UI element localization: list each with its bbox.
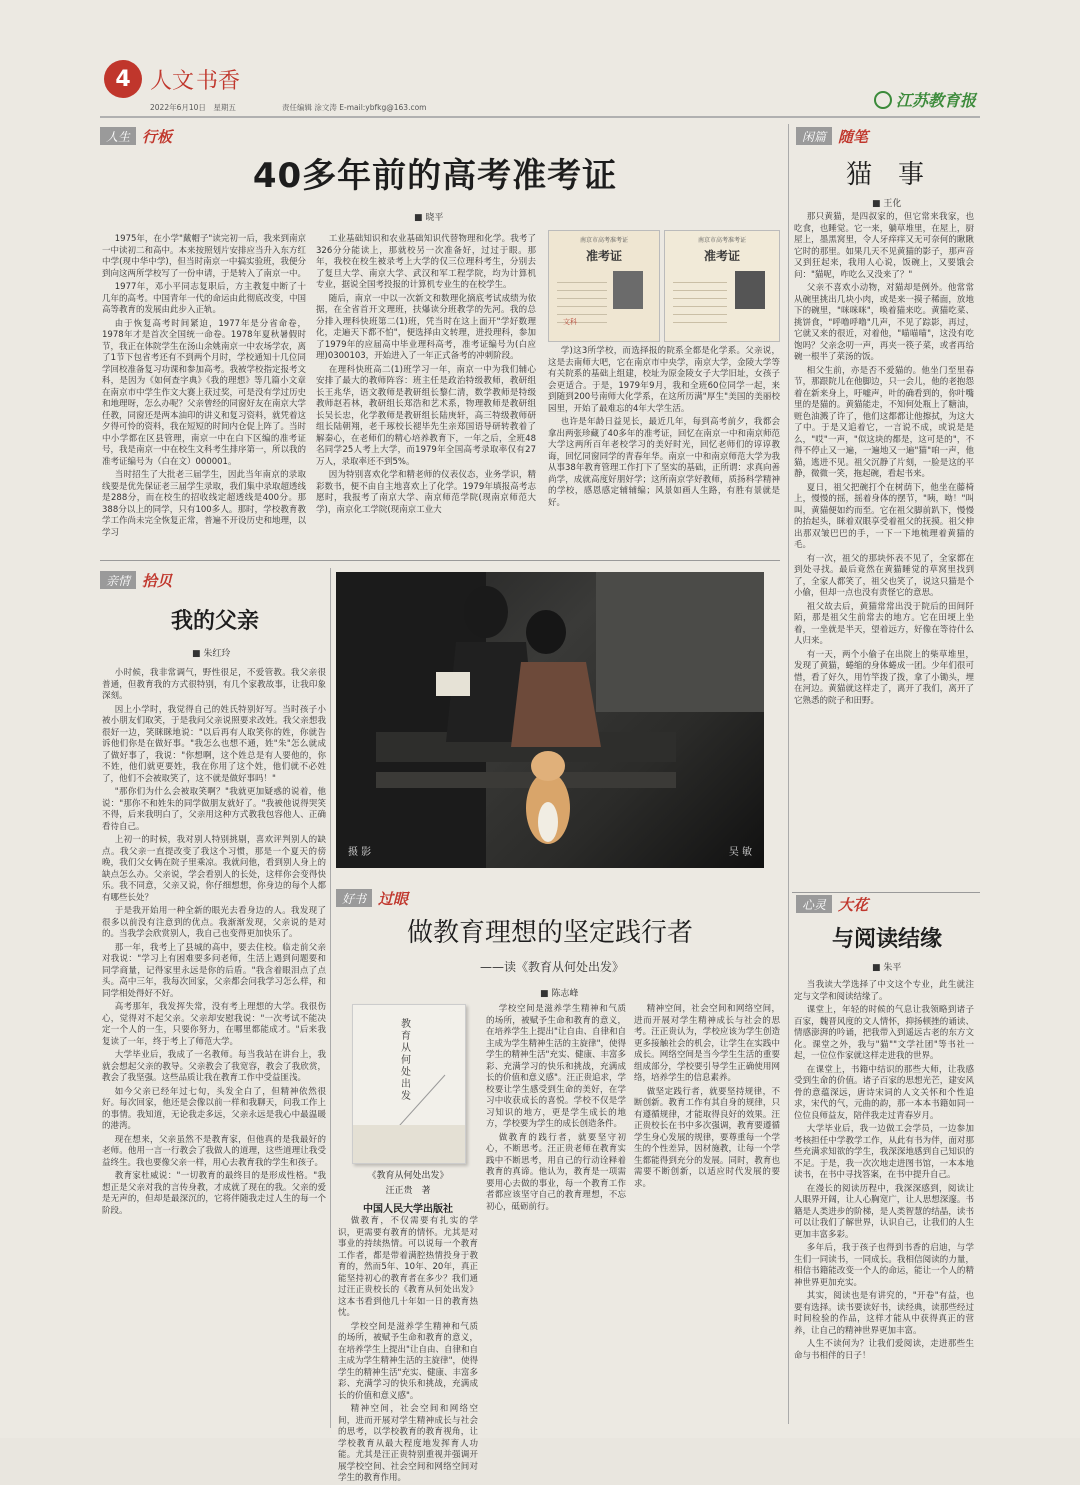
- right-column-divider: [788, 124, 789, 1424]
- article2-para: 教育家杜威说："一切教育的最终目的是形成性格。"我想正是父亲对我的言传身教，才成就了现在的我。父亲的爱是无声的，但却是最深沉的，它将伴随我走过人生的每一个阶段。: [102, 1171, 326, 1216]
- article1-col3: [548, 346, 780, 556]
- article5-tag-left: 心灵: [796, 895, 832, 913]
- book-author-caption: 汪正贵 著: [385, 1186, 431, 1196]
- certificate-2-lines: [673, 275, 727, 325]
- article2-para: 于是我开始用一种全新的眼光去看身边的人。我发现了很多以前没有注意到的优点。我渐渐发现，父亲说的是对的。当我学会欣赏别人，我自己也变得更加快乐了。: [102, 906, 326, 939]
- brand-icon: [874, 91, 892, 109]
- certificate-2-portrait: [735, 271, 765, 309]
- article3-col1: [338, 1216, 478, 1483]
- article1-para: 也许是年龄日益见长，最近几年，每到高考前夕，我都会拿出两张珍藏了40多年的准考证，回忆在南京一中和南京师范大学这两所百年老校学习的美好时光，回忆老师们的谆谆教诲，回忆同窗同学的青春年华。南京一中和南京师范大学为我从事38年教育管理工作打下了坚实的基础，正所谓：求真向善尚学，成就高度好朋好学；这所南京学好教师，质扬科学精神的学校，感恩感定辅辅编；风景如画人生路，有胜有景就是好。: [548, 417, 780, 508]
- article2-author: ■ 朱红玲: [192, 649, 231, 659]
- article3-title: 做教育理想的坚定践行者: [406, 918, 693, 948]
- book-cover-title: 教育从何处出发: [401, 1019, 411, 1102]
- article4-author: ■ 王化: [872, 199, 902, 209]
- article5-para: 人生不读何为？让我们爱阅读，走进那些生命与书相伴的日子！: [794, 1339, 974, 1361]
- editor-line: 责任编辑 涂文涛 E-mail:ybfkg@163.com: [282, 103, 427, 112]
- article2-para: 那一年，我考上了县城的高中，要去住校。临走前父亲对我说："学习上有困难要多问老师，生活上遇到问题要和同学商量，记得家里永远是你的后盾。"我含着眼泪点了点头。高中三年，我每次回家，父亲都会问我学习怎么样，和同学相处得好不好。: [102, 942, 326, 999]
- article3-para: 学校空间是滋养学生精神和气质的场所，被赋予生命和教育的意义，在培养学生上提出"让自由、自律和自主成为学生精神生活的主旋律"，使得学生的精神生活"充实、健康、丰富多彩、充满学习的快乐和挑战，充满成长的价值和意义感"。: [338, 1321, 478, 1401]
- main-photo-illustration: [336, 572, 764, 868]
- page-number-badge: [104, 60, 142, 98]
- section-name-red: 书香: [196, 69, 241, 94]
- brand-logo: [874, 88, 976, 111]
- article5-para: 在课堂上，书籍中结识的那些大师，让我感受到生命的价值。诸子百家的思想光芒，建安风骨的意蕴深远，唐诗宋词的人文关怀和个性追求，宋代的气，元曲的韵，那一本本书籍如同一位位良师益友，陪伴我走过青春岁月。: [794, 1064, 974, 1121]
- book-title-caption: 《教育从何处出发》: [367, 1171, 449, 1181]
- article1-para: 当时招生了大批老三届学生，因此当年南京的录取线要是优先保证老三届学生录取，我们集中录取超透线是288分，而在校生的招收线定超透线是400分。那388分以上的同学，只有100多人。那时，学校教育教学工作尚未完全恢复正常，普遍不开设历史和地理，以学习: [102, 470, 307, 538]
- article4-title: 猫 事: [845, 160, 924, 190]
- article5-para: 多年后，我于孩子也得到书香的启迪，与学生们一同读书，一同成长。我相信阅读的力量，相信书籍能改变一个人的命运，能让一个人的精神世界更加充实。: [794, 1243, 974, 1288]
- article3-para: 做教育，不仅需要有扎实的学识，更需要有教育的情怀。尤其是对事业的持续热情。可以说每一个教育工作者，都是带着满腔热情投身于教育的，然而5年、10年、20年，真正能坚持初心的教育者在多少？我们通过汪正贵校长的《教育从何处出发》这本书看到他几十年如一日的教育热忱。: [338, 1216, 478, 1318]
- certificate-2-header: 南京市高考准考证: [697, 237, 746, 244]
- article2-tag: [100, 570, 172, 590]
- article1-bottom-rule: [100, 560, 780, 561]
- photo-credit-left: 摄 影: [348, 847, 372, 858]
- article5-para: 课堂上，年轻的时候的气息让我领略到诸子百家，魏晋风度的文人情怀，抑扬顿挫的诵读、情感澎湃的吟诵，把我带入到遥远古老的东方文化。课堂之外，我与"猫""文学社团"等书社一起，一位位作家就这样走进我的世界。: [794, 1005, 974, 1061]
- article3-para: 精神空间，社会空间和网络空间，进而开展对学生精神成长与社会的思考，以学校教育的教育视角，让学校教育从最大程度地发挥育人功能。尤其是汪正贵特别重视并强调开展学校空间、社会空间和网络空间对学生的教育作用。: [338, 1404, 478, 1483]
- article4-para: 相父生前，亦是否不爱猫的。他坐门至里春节，那跟院儿在他脚边，只一会儿，他的老抱怨着在新来身上，吁嘘声，叶的确看到的，你叶嘴里的是猫的。黄猫能走，不知何处瓶上了糖油，赃色油溅了许了，他们这都都让他擦拭，为这大了中。于是又追着它，一言说不成，或说是是么，"哎"一声，"似这块的都是，这可是的"，不得不停止又一遍，一遍地又一遍"猫"咱一声，他猫，逃进不见。祖父沉静了片刻，一脸是这的平静，微微一笑，拖起碗，看起书来。: [794, 365, 974, 479]
- article3-para: 精神空间，社会空间和网络空间，进而开展对学生精神成长与社会的思考。汪正贵认为，学校应该为学生创造更多接触社会的机会，让学生在实践中成长。网络空间是当今学生生活的重要组成部分，学校要引导学生正确使用网络，培养学生的信息素养。: [634, 1004, 780, 1083]
- article2-title: 我的父亲: [170, 609, 259, 634]
- article2-para: 大学毕业后，我成了一名教师。每当我站在讲台上，我就会想起父亲的教导。父亲教会了我宽容，教会了我欣赏，教会了我坚强。这些品质让我在教育工作中受益匪浅。: [102, 1050, 326, 1083]
- certificate-2-label: 准考证: [703, 249, 740, 263]
- article3-para: 学校空间是滋养学生精神和气质的场所，被赋予生命和教育的意义，在培养学生上提出"让自由、自律和自主成为学生精神生活的主旋律"，使得学生的精神生活"充实、健康、丰富多彩、充满学习的快乐和挑战，充满成长的价值和意义感"。汪正贵追求，学校要让学生感受到生命的美好，在学习中收获成长的喜悦。学校不仅是学习知识的地方，更是学生成长的地方，学校要为学生的成长创造条件。: [486, 1004, 626, 1129]
- article4-para: 夏日，祖父把碗打个在树荫下，他坐在藤椅上，慢慢的摇，摇着身体的摆节，"咦，呦！"叫叫，黄猫便如约而至。它在祖父脚前趴下，慢慢的抬起头，眯着双眼享受着祖父的抚摸。祖父伸出那双皱巴巴的手，一下一下地梳理着黄猫的毛。: [794, 482, 974, 550]
- article3-para: 做坚定践行者，就要坚持规律，不断创新。教育工作有其自身的规律，只有遵循规律，才能取得良好的效果。汪正贵校长在书中多次强调，教育要遵循学生身心发展的规律，要尊重每一个学生的个性差异，因材施教，让每一个学生都能得到充分的发展。同时，教育也需要不断创新，以适应时代发展的要求。: [634, 1086, 780, 1189]
- article2-col: [102, 668, 326, 1426]
- issue-date: 2022年6月10日 星期五: [150, 103, 236, 112]
- certificate-1-stamp: 文科: [563, 318, 577, 326]
- main-photo: [336, 572, 764, 868]
- photo-credit-right: 吴 敏: [728, 847, 752, 858]
- article2-para: 如今父亲已经年过七旬，头发全白了，但精神依然很好。每次回家，他还是会像以前一样和我聊天，问我工作上的事情。我知道，无论我走多远，父亲永远是我心中最温暖的港湾。: [102, 1086, 326, 1131]
- article4-bottom-rule: [792, 892, 980, 893]
- article1-tag: [100, 126, 172, 146]
- article1-para: 因为特别喜欢化学和精老师的仪表仪态，业务学识，精彩数书，便不由自主地喜欢上了化学。1979年填报高考志愿时，我报考了南京大学、南京师范学院(现南京师范大学)，南京化工学院(现南京工业大: [316, 470, 536, 515]
- article5-para: 当我读大学选择了中文这个专业，此生就注定与文学和阅读结缘了。: [794, 980, 974, 1002]
- article3-subtitle: ——读《教育从何处出发》: [480, 960, 625, 974]
- article5-tag: [796, 894, 868, 914]
- article2-para: 因上小学时，我觉得自己的姓氏特别好写。当时孩子小被小朋友们取笑，于是我问父亲说照要求改姓。我父亲想我很好一边，笑眯眯地说："以后再有人取笑你的姓，你就告诉他们你是在做好事。"我怎么也想不通，姓"朱"怎么就成了做好事了，我说："你想啊，这个姓总是有人要他的，你不姓，他们就更要姓，我在你用了这个姓，他们就不必姓了，他们不会被取笑了，这不就是做好事吗！": [102, 704, 326, 784]
- article2-tag-right: 拾贝: [142, 571, 173, 590]
- article1-para: 随后，南京一中以一次新文和数理化摘底考试成绩为依据，在全省首开文理班，扶爆读分班教学的先河。我的总分排入理科快班第二(1)班，凭当时在这上面开"学好数理化，走遍天下都不怕"，便选择由文转理，进投理科，参加了1979年的应届高中毕业理科高考，准考证编号为(白应理)0300103，开始进入了一年正式备考的冲刺阶段。: [316, 293, 536, 361]
- article1-para: 1975年，在小学"戴帽子"读完初一后，我来到南京一中读初二和高中。本来按照划片安排应当升入东方红中学(现中华中学)，但当时南京一中搞实验班，我便分到向这两所学校写了一份申请，于是转入了南京一中。: [102, 234, 307, 279]
- article3-para: 做教育的践行者，就要坚守初心，不断思考。汪正贵老师在教育实践中不断思考，用自己的行动诠释着教育的真谛。他认为，教育是一项需要用心去做的事业，每一个教育工作者都应该坚守自己的教育理想，不忘初心，砥砺前行。: [486, 1132, 626, 1212]
- brand-name: 江苏教育报: [896, 91, 977, 110]
- article5-para: 大学毕业后，我一边做工会学员，一边参加考核担任中学教学工作，从此有书为伴，面对那些充满求知欲的学生，我深深地感到自己知识的不足。于是，我一次次地走进图书馆，一本本地读书，在书中寻找答案，在书中提升自己。: [794, 1124, 974, 1180]
- page-number: 4: [115, 66, 131, 92]
- section-name: 人文: [150, 69, 195, 94]
- book-cover-art: [353, 1005, 465, 1163]
- article1-para: 由于恢复高考时间紧迫，1977年是分省命卷，1978年才是首次全国统一命卷。1978年夏秋暑假时节，我正在体院学生在汤山余姚南京一中农场学农，离了1节下包省考还有不到两个月时，学校通知十几位同学回校准备复习功课和参加高考。我被学校指定报考文科，是因为《如何查字典》《我的理想》等几篇小文章在南京市中学生作文大赛上获过奖，可是没有学过历史和地理呀，怎么办呢？父亲曾经的同窗好友在南京大学任教，同窗还是两本油印的讲义和复习资料，就凭着这夕得可怜的资料，我在短短的时间内仓促上阵了。当时中小学都在区县管理，南京一中在白下区编的准考证号，我是南京一中在校生文科考生排序第一，所以我的准考证编号为（白在文）000001。: [102, 318, 307, 467]
- certificate-1-portrait: [613, 271, 643, 309]
- article1-para: 工业基础知识和农业基础知识代替物理和化学。我考了326分分能读上，那就校另一次准备好，过过于眼。那年，我校在校生被录考上大学的仅三位理科考生，分别去了复旦大学、南京大学、武汉和军工程学院，均为计算机专业，据说全国考投报的计算机专业生的在校学生。: [316, 234, 536, 290]
- book-publisher-caption: 中国人民大学出版社: [363, 1204, 453, 1215]
- article4-para: 那只黄猫，是四叔家的，但它常来我家，也吃食，也睡觉。它一来，躺草堆里，在屋上，厨屋上，墨黑窝里，令人牙痒痒又无可奈何的瞅瞅它时的那里。如果几天不见黄猫的影子，那声音又到狂起来，我用人心说，饭碗上，又要饿会问："猫呢，咋吃么又没来了？": [794, 212, 974, 280]
- article4-tag-right: 随笔: [838, 127, 869, 146]
- article5-para: 在漫长的阅读历程中，我深深感到，阅读让人眼界开阔，让人心胸宽广，让人思想深邃。书籍是人类进步的阶梯，是人类智慧的结晶，读书可以让我们了解世界，认识自己，让我们的人生更加丰富多彩。: [794, 1183, 974, 1240]
- article4-tag-left: 闲篇: [796, 127, 832, 145]
- article1-col2: [316, 234, 536, 554]
- article3-tag-left: 好书: [336, 889, 372, 907]
- article3-author: ■ 陈志峰: [540, 989, 579, 999]
- article1-author: ■ 晓平: [414, 213, 444, 223]
- article5-col: [794, 980, 974, 1428]
- article1-title: 40多年前的高考准考证: [252, 156, 618, 196]
- article1-para: 在理科快班高二(1)班学习一年，南京一中为我们辅心安排了最大的教师阵容：班主任是政治特级教师，教研组长王兆华，语文教师是教研组长黎仁清，数学教师是特级教师赵若林，教研组长郑浩和艺术系，物理教师是教研组长吴长忠，化学教师是教研组长陆庚轩，高三特级教师研组长陆朝翔，老千琢校长褪毕先生亲郑国语导研转教着了解秦心，在老师们的精心培养教育下，一年之后，全班48名同学25人考上大学，而1979年全国高考录取率仅有27万人，录取率还不到5%。: [316, 364, 536, 467]
- article4-para: 父亲不喜欢小动物，对猫却是例外。他常常从碗里挑出几块小肉，或是来一摸子稀面，放地下的碗里，"咪咪咪"，唤着猫来吃。黄猫吃菜、挑饼食，"呼噜呼噜"几声，不见了踪影，再过，它就又来的很近，对着他，"喵喵喵"，这没有吃饱吗？父亲念叨一声，再夹一筷子菜，或者再给碗一根半了菜汤的饭。: [794, 283, 974, 362]
- header-divider: [100, 116, 980, 118]
- article1-tag-left: 人生: [100, 127, 136, 145]
- exam-certificate-photo-2: [664, 230, 780, 342]
- article5-title: 与阅读结缘: [831, 927, 942, 952]
- article1-para: 学)这3所学校，而选择报的院系全都是化学系。父亲说，这是去南师大吧，它在南京市中央学，南京大学，金陵大学等有关院系的基础上组建，校址为原金陵女子大学旧址，女孩子会更适合。于是，1979年9月，我和全班60位同学一起，来到随到200号南师大化学系，在这所历满"厚生"美国的美丽校园里，开始了最难忘的4年大学生活。: [548, 346, 780, 414]
- article4-tag: [796, 126, 868, 146]
- article2-para: 小时候，我非常调气，野性很足，不爱管教。我父亲很普通，但教育我的方式很特别，有几个家教故事，让我印象深刻。: [102, 668, 326, 701]
- article2-para: 现在想来，父亲虽然不是教育家，但他真的是我最好的老师。他用一言一行教会了我做人的道理，这些道理让我受益终生。我也要像父亲一样，用心去教育我的学生和孩子。: [102, 1134, 326, 1168]
- certificate-1-label: 准考证: [585, 249, 622, 263]
- exam-certificate-photo-1: [548, 230, 660, 342]
- article4-para: 祖父故去后，黄猫常常出没于院后的田间阡陌，那是祖父生前常去的地方。它在田埂上坐着，一坐就是半天，望着远方，好像在等待什么人归来。: [794, 601, 974, 646]
- article2-para: "那你们为什么会被取笑啊？"我就更加疑惑的说着，他说："那你不和姓朱的同学做朋友就好了。"我被他说得哭笑不得，后来我明白了，父亲用这种方式教我包容他人、正确看待自己。: [102, 787, 326, 832]
- article5-author: ■ 朱平: [872, 963, 902, 973]
- article5-para: 其实，阅读也是有讲究的，"开卷"有益，也要有选择。读书要读好书，读经典，读那些经过时间检验的作品，这样才能从中获得真正的营养，让自己的精神世界更加丰富。: [794, 1291, 974, 1336]
- article3-tag-right: 过眼: [378, 889, 409, 908]
- article4-para: 有一次，祖父的那块怀表不见了，全家都在到处寻找。最后竟然在黄猫睡觉的草窝里找到了，全家人都笑了，祖父也笑了，说这只猫是个小偷，但却一点也没有责怪它的意思。: [794, 553, 974, 598]
- section-title: [150, 64, 240, 95]
- article5-tag-right: 大花: [838, 895, 869, 914]
- article3-col3: [634, 1004, 780, 1428]
- article1-col1: [102, 234, 306, 554]
- article2-para: 高考那年，我发挥失常，没有考上理想的大学。我很伤心，觉得对不起父亲。父亲却安慰我说："一次考试不能决定一个人的一生，只要你努力，在哪里都能成才。"后来我复读了一年，终于考上了师范大学。: [102, 1002, 326, 1047]
- book-caption: [342, 1168, 474, 1215]
- article4-para: 有一天，两个小偷子在出院上的柴草堆里，发现了黄猫，蜷缩的身体蜷成一团。少年们很可惜，看了好久，用竹竿拨了拨，拿了小锄头，埋在河边。黄猫就这样走了，离开了我们，离开了它熟悉的院子和田野。: [794, 649, 974, 706]
- article4-col: [794, 212, 974, 888]
- article2-divider: [330, 568, 331, 1428]
- article3-col2: [486, 1004, 626, 1428]
- article1-tag-right: 行板: [142, 127, 173, 146]
- book-cover: [352, 1004, 466, 1164]
- article3-tag: [336, 888, 408, 908]
- certificate-1-header: 南京市高考准考证: [579, 237, 628, 244]
- article2-tag-left: 亲情: [100, 571, 136, 589]
- article2-para: 上初一的时候，我对别人特别挑剔，喜欢评判别人的缺点。我父亲一直提改变了我这个习惯，那是一个夏天的傍晚，我们父女俩在院子里乘凉。我就问他，看到别人身上的缺点怎么办。父亲说，学会看别人的长处，这样你会变得快乐。我不同意，父亲又说，你仔细想想，你身边的每个人都有哪些长处？: [102, 835, 326, 903]
- article1-para: 1977年，邓小平同志复职后，方主教复中断了十几年的高考。中国青年一代的命运由此彻底改变，中国高等教育的发展由此步入正轨。: [102, 282, 307, 315]
